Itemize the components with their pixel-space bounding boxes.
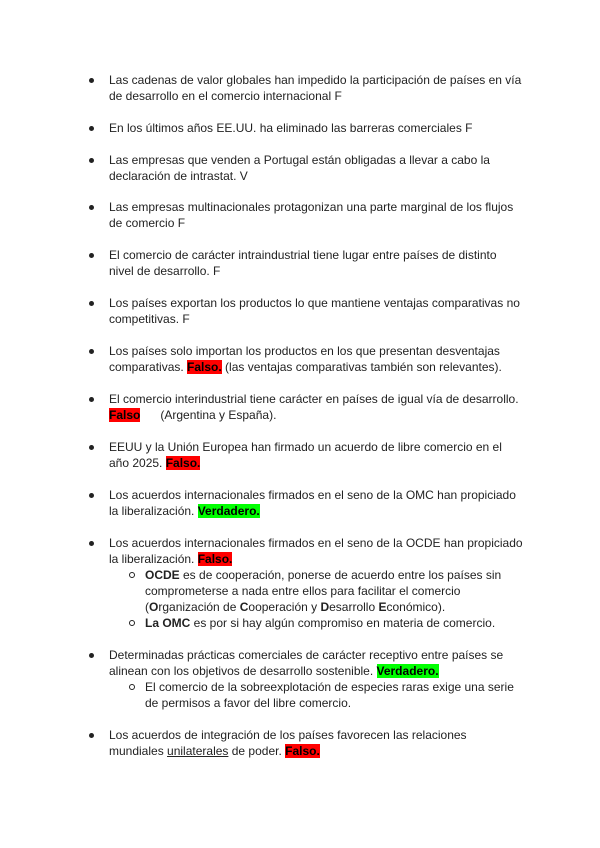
list-item-text: Los países solo importan los productos en los que presentan desventajas comparativas. Falso. (las ventajas comparativas también son relevantes).	[109, 344, 502, 374]
circle-bullet-icon	[129, 620, 135, 626]
list-item-text: Las empresas que venden a Portugal están obligadas a llevar a cabo la declaración de intrastat. V	[109, 153, 490, 183]
falso-mark: Falso.	[285, 744, 320, 758]
bullet-icon	[89, 541, 94, 546]
list-item-text: Los acuerdos internacionales firmados en el seno de la OMC han propiciado la liberalización. Verdadero.	[109, 488, 516, 518]
bullet-icon	[89, 253, 94, 258]
verdadero-mark: Verdadero.	[376, 664, 439, 678]
sub-list-item-text: OCDE es de cooperación, ponerse de acuerdo entre los países sin comprometerse a nada entre ellos para facilitar el comercio (Organización de Cooperación y Desarrollo Económico).	[145, 568, 502, 614]
bullet-icon	[89, 126, 94, 131]
list-item-text: El comercio de carácter intraindustrial tiene lugar entre países de distinto nivel de desarrollo. F	[109, 248, 497, 278]
falso-mark: Falso.	[187, 360, 222, 374]
list-item-text: Los países exportan los productos lo que mantiene ventajas comparativas no competitivas. F	[109, 296, 520, 326]
falso-mark: Falso	[109, 408, 141, 422]
bullet-icon	[89, 205, 94, 210]
bullet-icon	[89, 445, 94, 450]
list-item-text: Las cadenas de valor globales han impedido la participación de países en vía de desarrollo en el comercio internacional F	[109, 73, 522, 103]
list-item-text: Los acuerdos internacionales firmados en el seno de la OCDE han propiciado la liberalización. Falso.	[109, 536, 523, 566]
sub-list-item-text: La OMC es por si hay algún compromiso en materia de comercio.	[145, 616, 496, 630]
bullet-icon	[89, 78, 94, 83]
bullet-icon	[89, 349, 94, 354]
list-item-text: Las empresas multinacionales protagonizan una parte marginal de los flujos de comercio F	[109, 200, 514, 230]
list-item-text: EEUU y la Unión Europea han firmado un acuerdo de libre comercio en el año 2025. Falso.	[109, 440, 502, 470]
list-item-text: Determinadas prácticas comerciales de carácter receptivo entre países se alinean con los objetivos de desarrollo sostenible. Verdadero.	[109, 648, 504, 678]
bullet-icon	[89, 397, 94, 402]
bullet-icon	[89, 653, 94, 658]
falso-mark: Falso.	[197, 552, 233, 566]
verdadero-mark: Verdadero.	[197, 504, 260, 518]
list-item-text: El comercio interindustrial tiene carácter en países de igual vía de desarrollo. Falso (Argentina y España).	[109, 392, 519, 422]
falso-mark: Falso.	[165, 456, 201, 470]
circle-bullet-icon	[129, 684, 135, 690]
sub-list-item-text: El comercio de la sobreexplotación de especies raras exige una serie de permisos a favor del libre comercio.	[145, 680, 514, 710]
bullet-icon	[89, 158, 94, 163]
bullet-icon	[89, 301, 94, 306]
circle-bullet-icon	[129, 572, 135, 578]
bullet-icon	[89, 733, 94, 738]
list-item-text: En los últimos años EE.UU. ha eliminado las barreras comerciales F	[109, 121, 473, 135]
bullet-icon	[89, 493, 94, 498]
list-item-text: Los acuerdos de integración de los países favorecen las relaciones mundiales unilaterales de poder. Falso.	[109, 728, 467, 758]
